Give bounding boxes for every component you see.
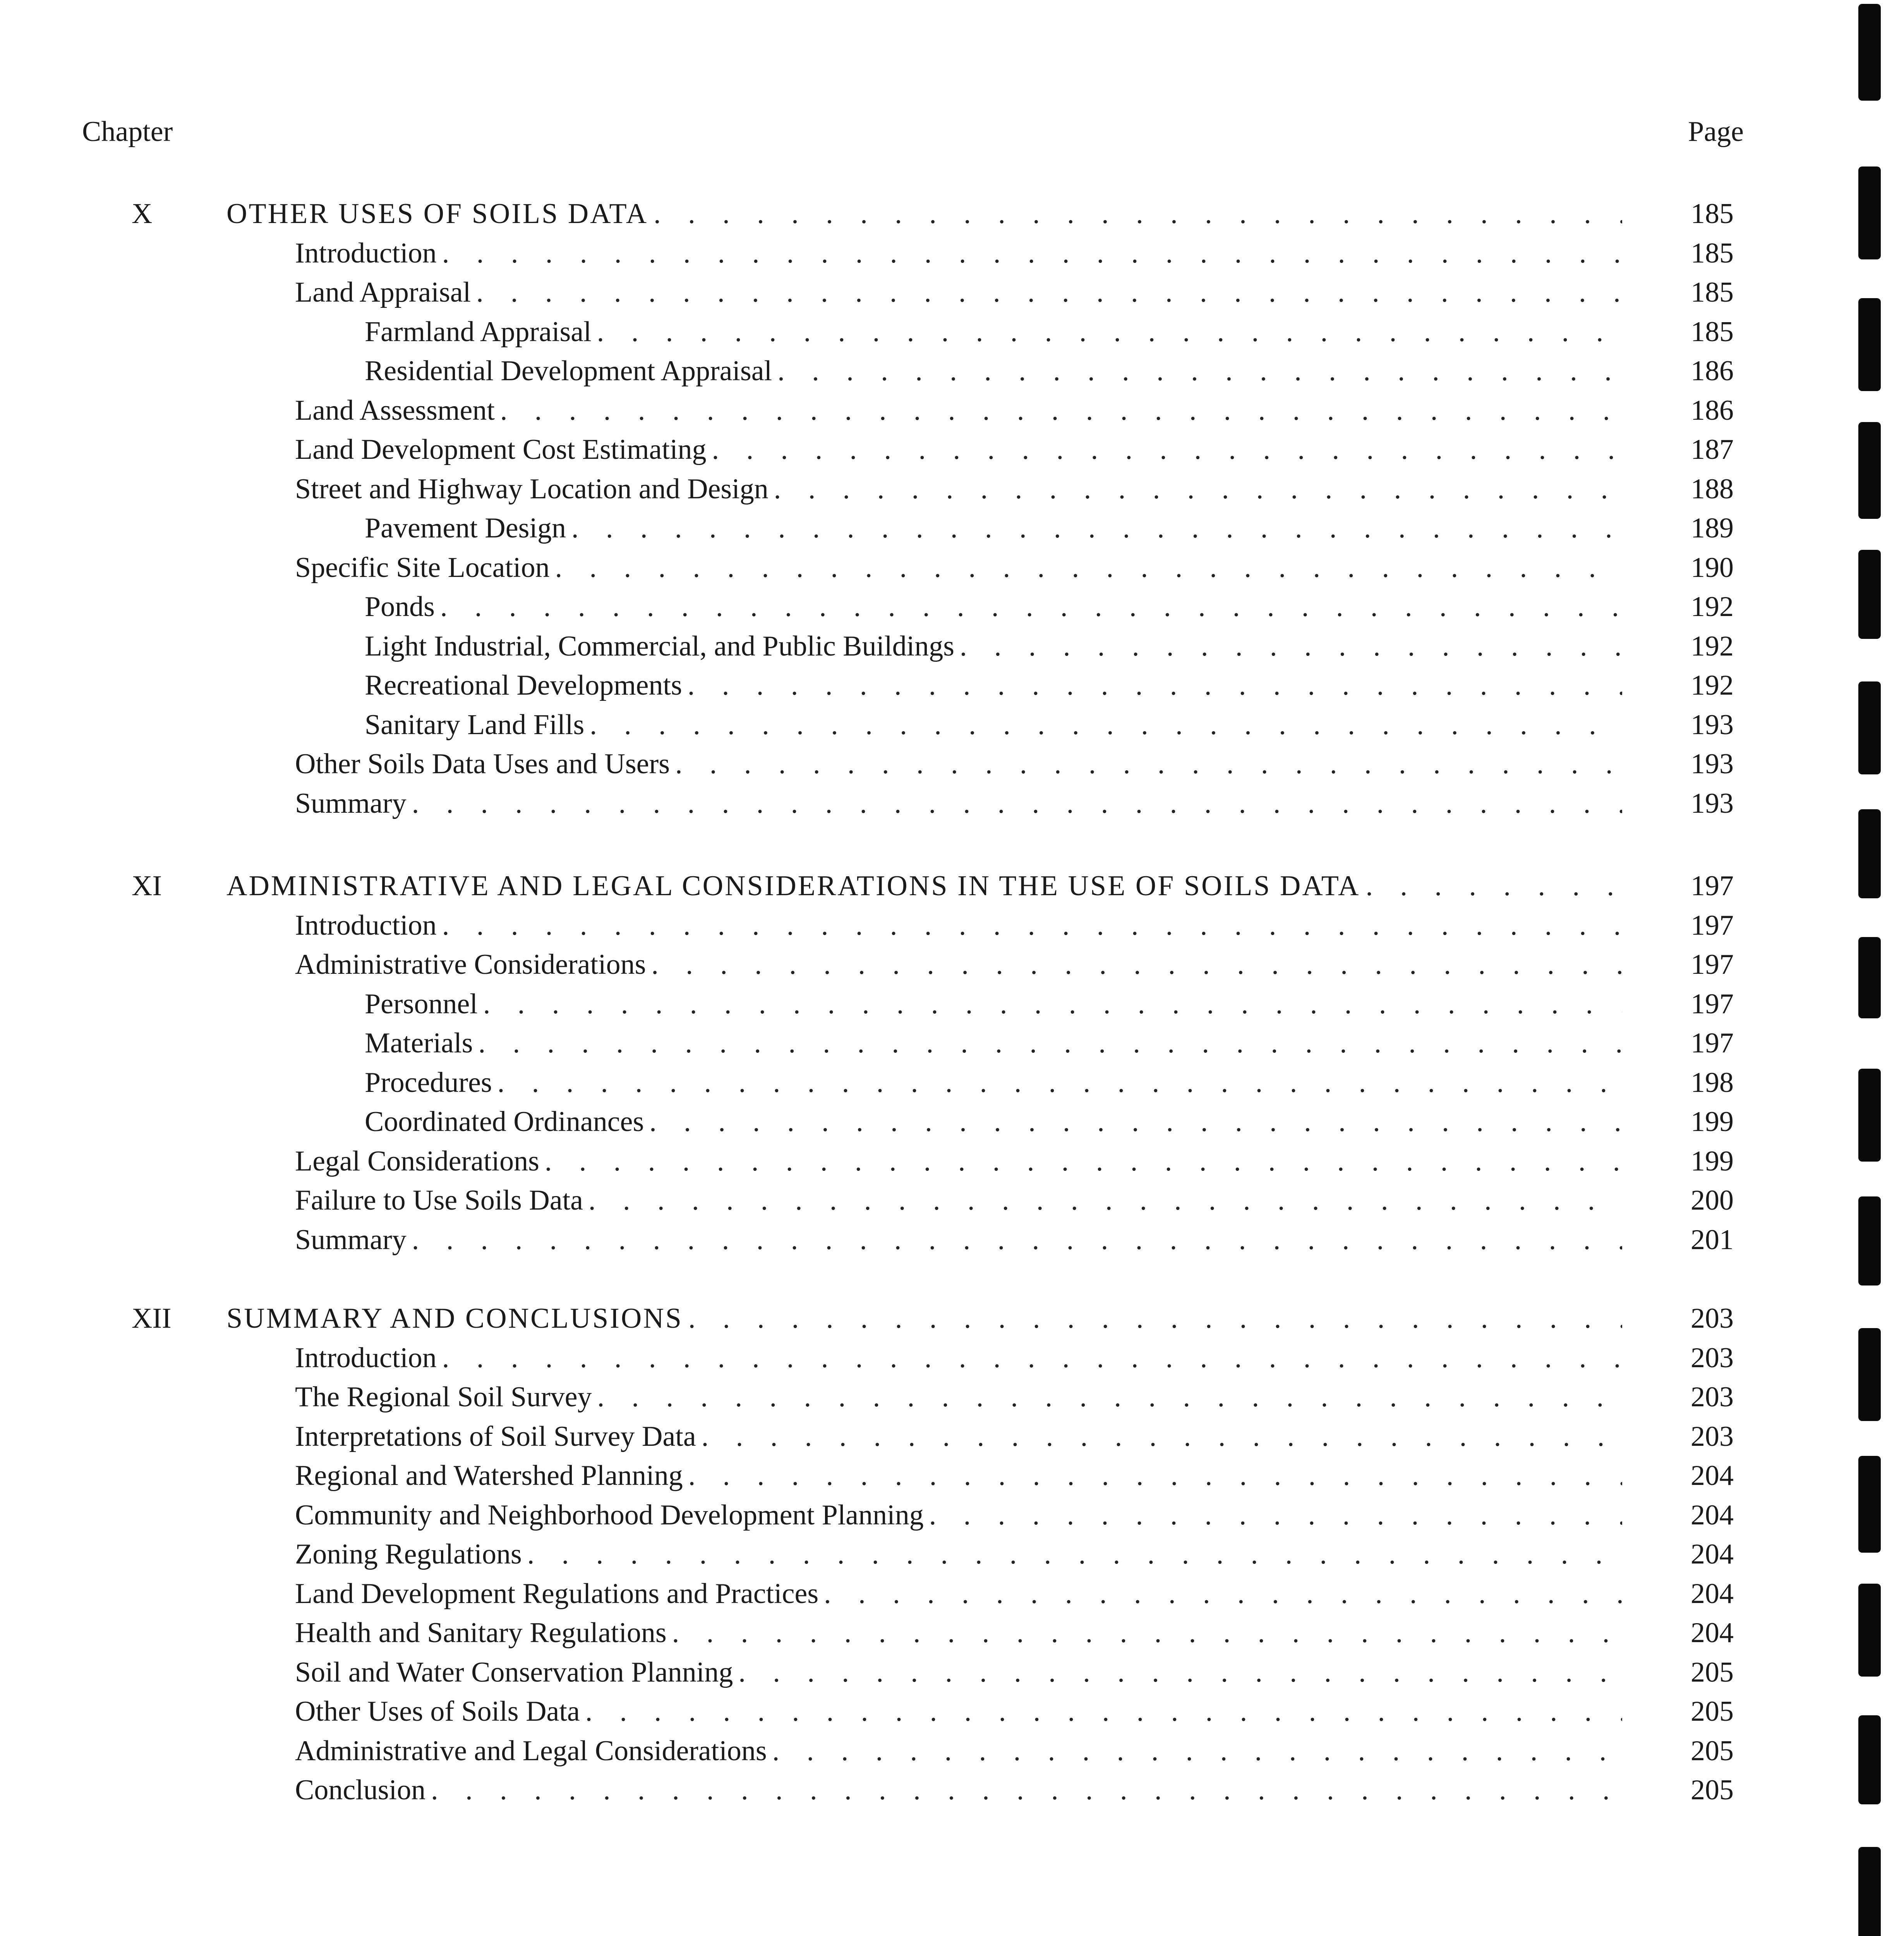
subsection-row	[0, 352, 1904, 390]
binder-hole-mark	[1858, 4, 1881, 101]
dot-leader	[590, 705, 1622, 744]
toc-entry	[295, 1142, 1622, 1181]
dot-leader	[585, 1692, 1622, 1731]
page-number: 193	[1691, 709, 1734, 741]
page-number: 193	[1691, 788, 1734, 819]
section-row	[0, 548, 1904, 587]
dot-leader	[688, 666, 1622, 705]
dot-leader	[774, 470, 1622, 508]
binder-hole-mark	[1858, 1456, 1881, 1553]
chapter-entry	[226, 1299, 1622, 1338]
binder-hole-mark	[1858, 550, 1881, 639]
page-number: 192	[1691, 669, 1734, 701]
section-title: Legal Considerations	[295, 1145, 539, 1177]
section-row	[0, 273, 1904, 312]
toc-entry	[295, 1535, 1622, 1574]
dot-leader	[527, 1535, 1622, 1574]
toc-entry	[295, 1339, 1622, 1377]
section-row	[0, 1181, 1904, 1220]
chapter-row	[0, 194, 1904, 233]
page-number: 203	[1691, 1342, 1734, 1374]
section-title: Regional and Watershed Planning	[295, 1460, 683, 1491]
page-number: 197	[1691, 949, 1734, 980]
dot-leader	[654, 194, 1622, 233]
page-number: 199	[1691, 1145, 1734, 1177]
page-number: 190	[1691, 552, 1734, 584]
page-number: 192	[1691, 591, 1734, 623]
chapter-row	[0, 1299, 1904, 1338]
toc-entry	[295, 1181, 1622, 1220]
section-row	[0, 430, 1904, 469]
chapter-column-header: Chapter	[82, 116, 173, 148]
section-title: Soil and Water Conservation Planning	[295, 1656, 733, 1688]
toc-entry	[295, 784, 1622, 823]
section-title: Procedures	[365, 1067, 492, 1098]
dot-leader	[824, 1574, 1622, 1613]
toc-entry	[365, 627, 1622, 666]
section-title: Land Development Regulations and Practices	[295, 1578, 819, 1610]
toc-entry	[295, 548, 1622, 587]
dot-leader	[571, 509, 1622, 548]
page-number: 189	[1691, 512, 1734, 544]
page-number: 185	[1691, 237, 1734, 269]
toc-entry	[295, 1653, 1622, 1692]
page-number: 192	[1691, 630, 1734, 662]
binder-hole-mark	[1858, 1584, 1881, 1677]
section-row	[0, 1220, 1904, 1259]
toc-entry	[365, 705, 1622, 744]
chapter-number: XII	[132, 1303, 172, 1334]
chapter-row	[0, 867, 1904, 905]
section-title: Introduction	[295, 910, 437, 941]
toc-entry	[365, 1063, 1622, 1102]
toc-entry	[295, 1496, 1622, 1534]
subsection-row	[0, 1063, 1904, 1102]
binder-hole-mark	[1858, 298, 1881, 391]
dot-leader	[500, 391, 1622, 430]
page-number: 185	[1691, 276, 1734, 308]
toc-entry	[295, 470, 1622, 508]
page-column-header: Page	[1688, 116, 1744, 148]
binder-hole-mark	[1858, 1196, 1881, 1286]
section-title: Conclusion	[295, 1774, 426, 1806]
section-row	[0, 1378, 1904, 1416]
page-number: 185	[1691, 198, 1734, 230]
toc-entry	[365, 1024, 1622, 1062]
subsection-row	[0, 509, 1904, 548]
page-number: 204	[1691, 1499, 1734, 1531]
section-row	[0, 470, 1904, 508]
section-title: Other Soils Data Uses and Users	[295, 748, 670, 780]
subsection-row	[0, 587, 1904, 626]
page-number: 186	[1691, 395, 1734, 426]
section-row	[0, 1417, 1904, 1456]
page-number: 203	[1691, 1381, 1734, 1413]
toc-entry	[295, 906, 1622, 945]
subsection-row	[0, 705, 1904, 744]
toc-entry	[295, 391, 1622, 430]
subsection-row	[0, 627, 1904, 666]
section-row	[0, 1574, 1904, 1613]
page-number: 199	[1691, 1106, 1734, 1138]
section-row	[0, 1653, 1904, 1692]
toc-entry	[365, 985, 1622, 1023]
section-title: Community and Neighborhood Development Planning	[295, 1499, 924, 1531]
section-title: Zoning Regulations	[295, 1538, 522, 1570]
section-title: Personnel	[365, 988, 478, 1020]
toc-entry	[365, 1102, 1622, 1141]
page-number: 201	[1691, 1224, 1734, 1256]
section-row	[0, 1613, 1904, 1652]
section-title: Pavement Design	[365, 512, 566, 544]
dot-leader	[497, 1063, 1622, 1102]
page-number: 204	[1691, 1460, 1734, 1491]
section-title: Administrative Considerations	[295, 949, 646, 980]
chapter-number: XI	[132, 870, 162, 902]
page-number: 187	[1691, 434, 1734, 465]
page-number: 205	[1691, 1696, 1734, 1727]
page-number: 203	[1691, 1421, 1734, 1452]
toc-entry	[295, 745, 1622, 783]
section-row	[0, 1732, 1904, 1770]
toc-entry	[295, 273, 1622, 312]
chapter-entry	[226, 194, 1622, 233]
dot-leader	[442, 1339, 1622, 1377]
section-title: Other Uses of Soils Data	[295, 1696, 580, 1727]
dot-leader	[442, 234, 1622, 273]
dot-leader	[688, 1456, 1622, 1495]
toc-entry	[295, 1417, 1622, 1456]
chapter-entry	[226, 867, 1622, 905]
toc-entry	[295, 430, 1622, 469]
page-number: 204	[1691, 1617, 1734, 1649]
dot-leader	[476, 273, 1622, 312]
page-number: 205	[1691, 1656, 1734, 1688]
section-title: Land Assessment	[295, 395, 495, 426]
page-number: 203	[1691, 1303, 1734, 1334]
binder-hole-mark	[1858, 681, 1881, 774]
section-title: Coordinated Ordinances	[365, 1106, 644, 1138]
section-row	[0, 1496, 1904, 1534]
binder-hole-mark	[1858, 937, 1881, 1018]
dot-leader	[478, 1024, 1622, 1062]
chapter-number: X	[132, 198, 153, 230]
dot-leader	[672, 1613, 1622, 1652]
page-number: 205	[1691, 1735, 1734, 1767]
dot-leader	[597, 312, 1622, 351]
toc-entry	[295, 1574, 1622, 1613]
section-row	[0, 1771, 1904, 1809]
page-number: 185	[1691, 316, 1734, 348]
binder-hole-mark	[1858, 809, 1881, 898]
toc-entry	[365, 509, 1622, 548]
page-number: 197	[1691, 1027, 1734, 1059]
chapter-title: ADMINISTRATIVE AND LEGAL CONSIDERATIONS IN THE USE OF SOILS DATA	[226, 870, 1360, 902]
page-number: 197	[1691, 988, 1734, 1020]
section-title: Residential Development Appraisal	[365, 355, 772, 387]
toc-entry	[365, 666, 1622, 705]
section-row	[0, 391, 1904, 430]
section-title: Land Development Cost Estimating	[295, 434, 707, 465]
section-title: Introduction	[295, 1342, 437, 1374]
dot-leader	[929, 1496, 1622, 1534]
section-row	[0, 906, 1904, 945]
section-title: Street and Highway Location and Design	[295, 473, 768, 505]
dot-leader	[1365, 867, 1622, 905]
toc-entry	[295, 1456, 1622, 1495]
subsection-row	[0, 1102, 1904, 1141]
dot-leader	[431, 1771, 1622, 1809]
dot-leader	[738, 1653, 1622, 1692]
section-row	[0, 1535, 1904, 1574]
subsection-row	[0, 666, 1904, 705]
binder-hole-mark	[1858, 1069, 1881, 1162]
dot-leader	[412, 1220, 1622, 1259]
section-title: Health and Sanitary Regulations	[295, 1617, 667, 1649]
section-title: The Regional Soil Survey	[295, 1381, 592, 1413]
dot-leader	[588, 1181, 1622, 1220]
toc-entry	[295, 945, 1622, 984]
section-title: Summary	[295, 788, 407, 819]
dot-leader	[442, 906, 1622, 945]
section-title: Farmland Appraisal	[365, 316, 592, 348]
section-row	[0, 784, 1904, 823]
binder-hole-mark	[1858, 422, 1881, 519]
page-number: 198	[1691, 1067, 1734, 1098]
toc-entry	[365, 587, 1622, 626]
section-title: Specific Site Location	[295, 552, 550, 584]
toc-entry	[295, 1771, 1622, 1809]
toc-entry	[295, 1613, 1622, 1652]
dot-leader	[651, 945, 1622, 984]
section-row	[0, 1142, 1904, 1181]
page-number: 186	[1691, 355, 1734, 387]
dot-leader	[702, 1417, 1622, 1456]
section-row	[0, 1456, 1904, 1495]
section-row	[0, 745, 1904, 783]
toc-entry	[295, 1732, 1622, 1770]
binder-hole-mark	[1858, 1715, 1881, 1804]
binder-hole-mark	[1858, 1847, 1881, 1936]
section-title: Failure to Use Soils Data	[295, 1184, 583, 1216]
section-row	[0, 1692, 1904, 1731]
page-number: 193	[1691, 748, 1734, 780]
dot-leader	[960, 627, 1622, 666]
dot-leader	[597, 1378, 1622, 1416]
section-row	[0, 234, 1904, 273]
chapter-title: OTHER USES OF SOILS DATA	[226, 198, 648, 230]
section-title: Ponds	[365, 591, 435, 623]
section-title: Summary	[295, 1224, 407, 1256]
toc-entry	[365, 312, 1622, 351]
section-row	[0, 1339, 1904, 1377]
section-title: Recreational Developments	[365, 669, 682, 701]
dot-leader	[675, 745, 1622, 783]
page-number: 205	[1691, 1774, 1734, 1806]
toc-entry	[295, 1378, 1622, 1416]
subsection-row	[0, 985, 1904, 1023]
dot-leader	[712, 430, 1622, 469]
section-title: Introduction	[295, 237, 437, 269]
section-title: Light Industrial, Commercial, and Public Buildings	[365, 630, 954, 662]
page-number: 200	[1691, 1184, 1734, 1216]
toc-entry	[295, 234, 1622, 273]
toc-entry	[295, 1220, 1622, 1259]
dot-leader	[688, 1299, 1622, 1338]
dot-leader	[555, 548, 1622, 587]
dot-leader	[777, 352, 1622, 390]
chapter-title: SUMMARY AND CONCLUSIONS	[226, 1303, 683, 1334]
section-title: Administrative and Legal Considerations	[295, 1735, 767, 1767]
binder-hole-mark	[1858, 1328, 1881, 1421]
binder-hole-mark	[1858, 166, 1881, 259]
dot-leader	[412, 784, 1622, 823]
subsection-row	[0, 1024, 1904, 1062]
page-number: 204	[1691, 1538, 1734, 1570]
page-number: 188	[1691, 473, 1734, 505]
section-title: Sanitary Land Fills	[365, 709, 585, 741]
section-row	[0, 945, 1904, 984]
toc-entry	[365, 352, 1622, 390]
dot-leader	[649, 1102, 1622, 1141]
dot-leader	[440, 587, 1622, 626]
dot-leader	[545, 1142, 1622, 1181]
section-title: Interpretations of Soil Survey Data	[295, 1421, 696, 1452]
dot-leader	[483, 985, 1622, 1023]
section-title: Land Appraisal	[295, 276, 471, 308]
page-number: 197	[1691, 870, 1734, 902]
page-number: 204	[1691, 1578, 1734, 1610]
toc-entry	[295, 1692, 1622, 1731]
subsection-row	[0, 312, 1904, 351]
dot-leader	[772, 1732, 1622, 1770]
page-number: 197	[1691, 910, 1734, 941]
section-title: Materials	[365, 1027, 473, 1059]
